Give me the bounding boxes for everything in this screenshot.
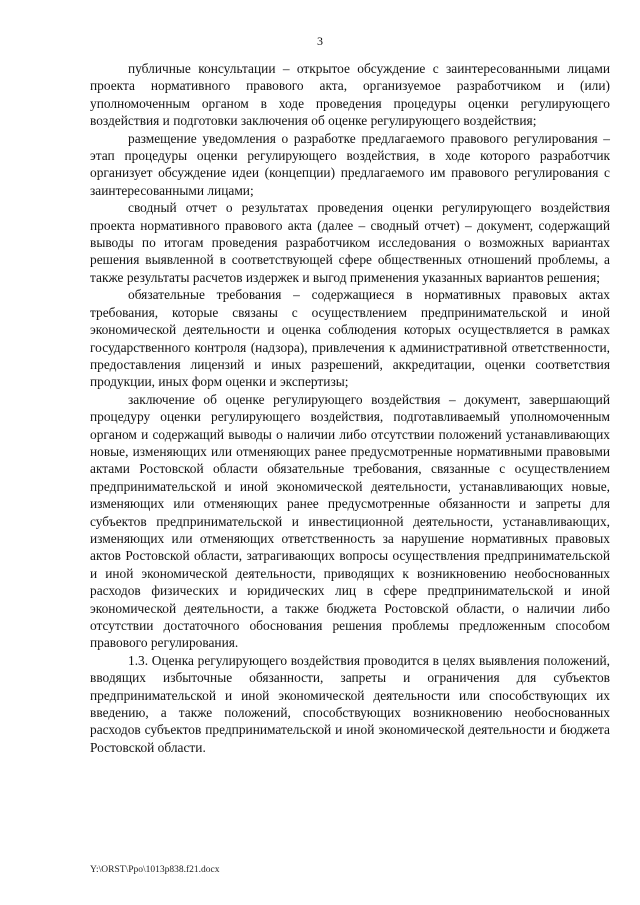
document-body [90, 60, 610, 756]
paragraph-conclusion: заключение об оценке регулирующего воздействия – документ, завершающий процедуру оценки регулирующего воздействия, подготавливаемый уполномоченным органом и содержащий выводы о наличии либо отсутствии положений устанавливающих новые, изменяющих или отменяющих ранее предусмотренные нормативными правовыми актами Ростовской области обязательные требования, связанные с осуществлением предпринимательской и иной экономической деятельности, устанавливающих новые, изменяющих или отменяющих ранее предусмотренные обязанности и запреты для субъектов предпринимательской и инвестиционной деятельности, устанавливающих, изменяющих или отменяющих ответственность за нарушение нормативных правовых актов Ростовской области, затрагивающих вопросы осуществления предпринимательской и иной экономической деятельности, приводящих к возникновению необоснованных расходов физических и юридических лиц в сфере предпринимательской и иной экономической деятельности, а также бюджета Ростовской области, о наличии либо отсутствии достаточного обоснования решения проблемы предложенным способом правового регулирования. [90, 391, 610, 651]
paragraph-summary-report: сводный отчет о результатах проведения оценки регулирующего воздействия проекта нормативного правового акта (далее – сводный отчет) – документ, содержащий выводы по итогам проведения разработчиком исследования о возможных вариантах решения выявленной в соответствующей сфере общественных отношений проблемы, а также результаты расчетов издержек и выгод применения указанных вариантов решения; [90, 200, 610, 285]
page-number: 3 [317, 34, 323, 48]
footer-file-path: Y:\ORST\Ppo\1013p838.f21.docx [90, 865, 220, 875]
paragraph-public-consultations: публичные консультации – открытое обсуждение с заинтересованными лицами проекта нормативного правового акта, организуемое разработчиком и (или) уполномоченным органом в ходе проведения процедуры оценки регулирующего воздействия и подготовки заключения об оценке регулирующего воздействия; [90, 61, 610, 129]
paragraph-notification: размещение уведомления о разработке предлагаемого правового регулирования – этап процедуры оценки регулирующего воздействия, в ходе которого разработчик организует обсуждение идеи (концепции) предлагаемого им правового регулирования с заинтересованными лицами; [90, 130, 610, 198]
paragraph-mandatory-requirements: обязательные требования – содержащиеся в нормативных правовых актах требования, которые связаны с осуществлением предпринимательской и иной экономической деятельности и оценка соблюдения которых осуществляется в рамках государственного контроля (надзора), привлечения к административной ответственности, предоставления лицензий и иных разрешений, аккредитации, оценки соответствия продукции, иных форм оценки и экспертизы; [90, 287, 610, 390]
paragraph-1-3: 1.3. Оценка регулирующего воздействия проводится в целях выявления положений, вводящих избыточные обязанности, запреты и ограничения для субъектов предпринимательской и иной экономической деятельности или способствующих их введению, а также положений, способствующих возникновению необоснованных расходов субъектов предпринимательской и иной экономической деятельности и бюджета Ростовской области. [90, 652, 610, 755]
